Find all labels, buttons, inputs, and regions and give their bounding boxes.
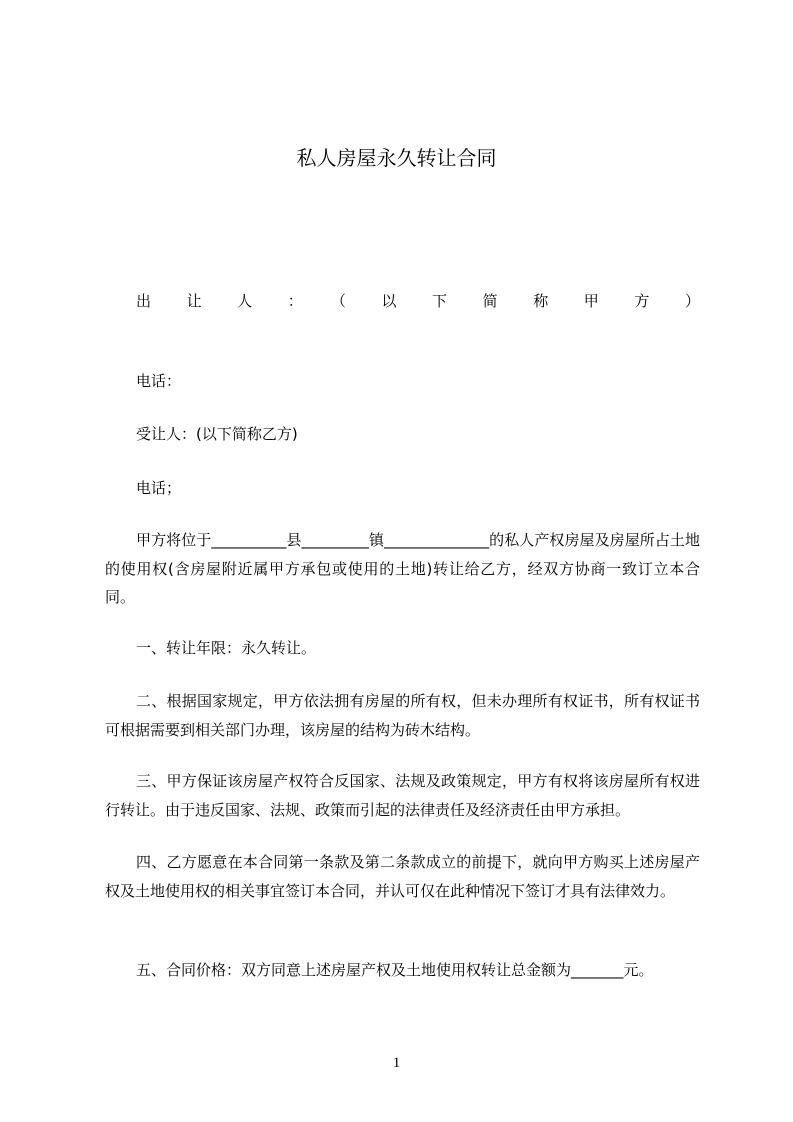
transferor-line: 出让人：（以下简称甲方） bbox=[136, 292, 700, 310]
clause-2: 二、根据国家规定，甲方依法拥有房屋的所有权，但未办理所有权证书，所有权证书可根据需要到相关部门办理，该房屋的结构为砖木结构。 bbox=[105, 692, 700, 739]
clause-5: 五、合同价格：双方同意上述房屋产权及土地使用权转让总金额为_______元。 bbox=[136, 961, 654, 979]
transferee-line: 受让人：(以下简称乙方) bbox=[136, 425, 298, 443]
phone-line-party-a: 电话： bbox=[136, 372, 182, 390]
phone-line-party-b: 电话； bbox=[136, 479, 182, 497]
document-title: 私人房屋永久转让合同 bbox=[296, 146, 497, 170]
page-number: 1 bbox=[392, 1055, 401, 1071]
clause-4: 四、乙方愿意在本合同第一条款及第二条款成立的前提下，就向甲方购买上述房屋产权及土地使用权的相关事宜签订本合同，并认可仅在此种情况下签订才具有法律效力。 bbox=[105, 853, 700, 900]
clause-3: 三、甲方保证该房屋产权符合反国家、法规及政策规定，甲方有权将该房屋所有权进行转让。由于违反国家、法规、政策而引起的法律责任及经济责任由甲方承担。 bbox=[105, 772, 700, 819]
clause-1: 一、转让年限：永久转让。 bbox=[136, 639, 317, 657]
clause-preamble: 甲方将位于__________县_________镇______________的私人产权房屋及房屋所占土地的使用权(含房屋附近属甲方承包或使用的土地)转让给乙方，经双方协商一致订立本合同。 bbox=[105, 531, 700, 606]
